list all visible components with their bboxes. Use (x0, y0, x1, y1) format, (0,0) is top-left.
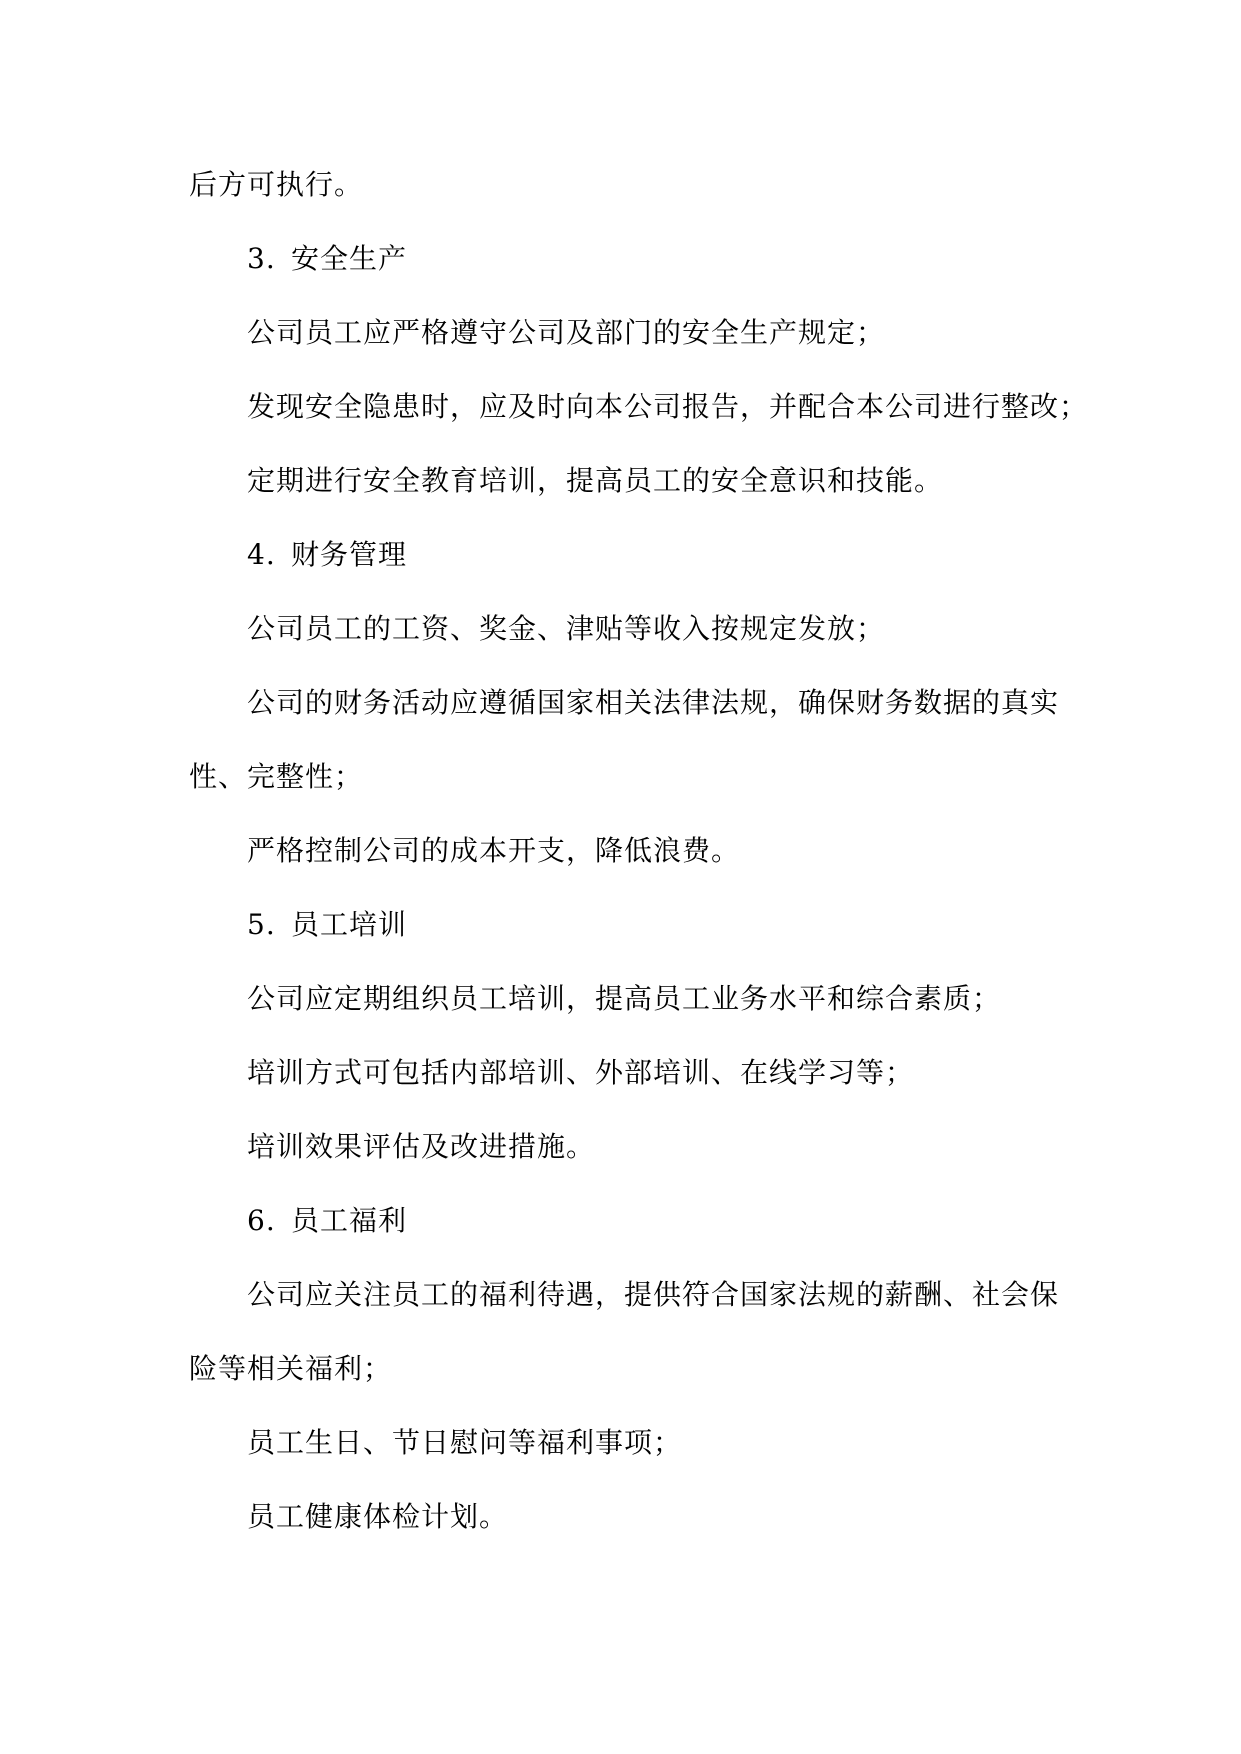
paragraph-line: 公司应关注员工的福利待遇，提供符合国家法规的薪酬、社会保 (247, 1278, 1060, 1311)
paragraph-line: 发现安全隐患时，应及时向本公司报告，并配合本公司进行整改； (247, 390, 1089, 423)
paragraph-line: 培训效果评估及改进措施。 (247, 1130, 596, 1163)
paragraph-line: 公司应定期组织员工培训，提高员工业务水平和综合素质； (247, 982, 1002, 1015)
document-body (189, 148, 1089, 1554)
section-heading-welfare (189, 1184, 1059, 1258)
paragraph-line: 定期进行安全教育培训，提高员工的安全意识和技能。 (247, 464, 944, 497)
section-heading-safety (189, 222, 1059, 296)
paragraph-line: 严格控制公司的成本开支，降低浪费。 (247, 834, 741, 867)
paragraph-line: 培训方式可包括内部培训、外部培训、在线学习等； (247, 1056, 915, 1089)
paragraph-line: 后方可执行。 (189, 168, 364, 201)
section-number: 3. (247, 242, 276, 275)
section-number: 6. (247, 1204, 276, 1237)
section-number: 5. (247, 908, 276, 941)
section-heading-training (189, 888, 1059, 962)
section-title: 员工培训 (291, 908, 408, 941)
paragraph-line: 性、完整性； (189, 760, 364, 793)
paragraph-line: 员工健康体检计划。 (247, 1500, 509, 1533)
paragraph-line: 公司员工应严格遵守公司及部门的安全生产规定； (247, 316, 886, 349)
paragraph-line: 公司员工的工资、奖金、津贴等收入按规定发放； (247, 612, 886, 645)
paragraph-line: 公司的财务活动应遵循国家相关法律法规，确保财务数据的真实 (247, 686, 1060, 719)
section-title: 安全生产 (291, 242, 408, 275)
paragraph-line: 险等相关福利； (189, 1352, 393, 1385)
section-number: 4. (247, 538, 276, 571)
section-title: 员工福利 (291, 1204, 408, 1237)
section-heading-finance (189, 518, 1059, 592)
section-title: 财务管理 (291, 538, 408, 571)
paragraph-line: 员工生日、节日慰问等福利事项； (247, 1426, 683, 1459)
